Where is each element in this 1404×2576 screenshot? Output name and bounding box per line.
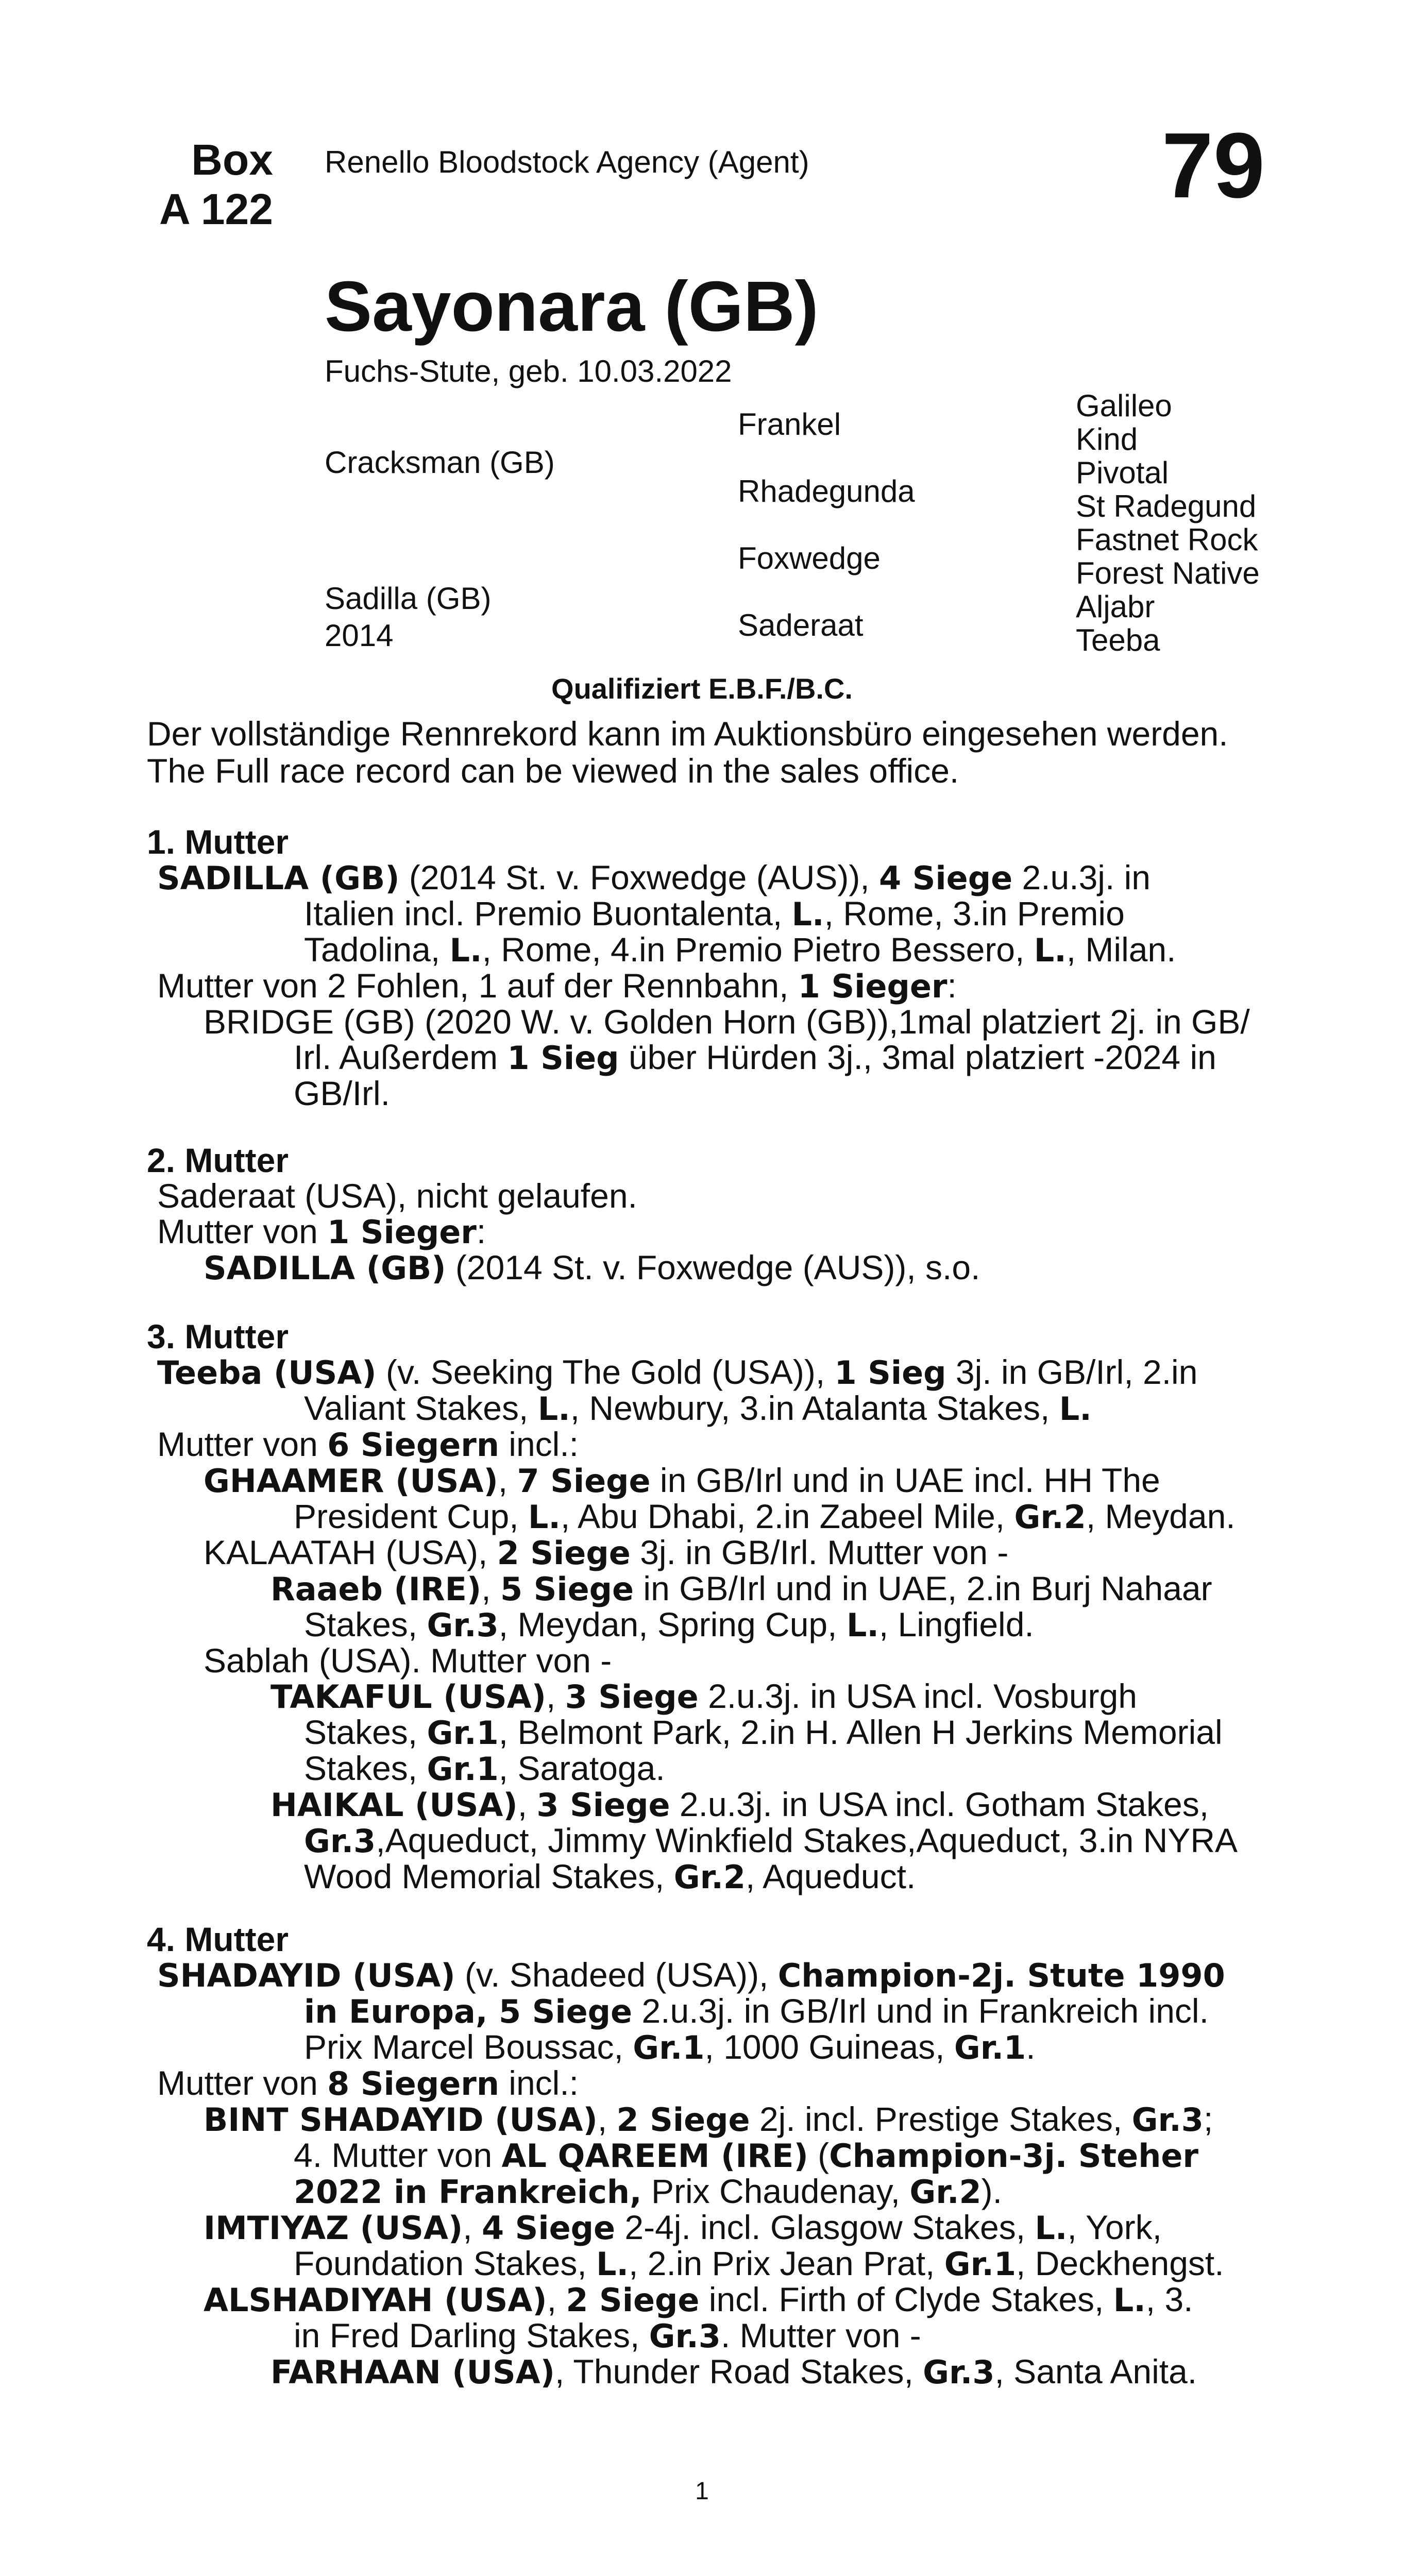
section-fourth-dam: 4. Mutter SHADAYID (USA) (v. Shadeed (USA)), Champion-2j. Stute 1990 in Europa, 5 Siege 2.u.3j. in GB/Irl und in Frankreich incl. Prix Marcel Boussac, Gr.1, 1000 Guineas, Gr.1. Mutter von 8 Siegern incl.: BINT SHADAYID (USA), 2 Siege 2j. incl. Prestige Stakes, Gr.3; 4. Mutter von AL QAREEM (IRE) (Champion-3j. Steher 2022 in Frankreich, Prix Chaudenay, Gr.2). IMTIYAZ (USA), 4 Siege 2-4j. incl. Glasgow Stakes, L., York, Foundation Stakes, L., 2.in Prix Jean Prat, Gr.1, Deckhengst. ALSHADIYAH (USA), 2 Siege incl. Firth of Clyde Stakes, L., 3. in Fred Darling Stakes, Gr.3. Mutter von - FARHAAN (USA), Thunder Road Stakes, Gr.3, Santa Anita. xyxy=(147,1922,1265,2390)
record-note xyxy=(147,715,1228,789)
section-heading: 2. Mutter xyxy=(147,1141,289,1179)
section-third-dam: 3. Mutter Teeba (USA) (v. Seeking The Gold (USA)), 1 Sieg 3j. in GB/Irl, 2.in Valiant Stakes, L., Newbury, 3.in Atalanta Stakes, L. Mutter von 6 Siegern incl.: GHAAMER (USA), 7 Siege in GB/Irl und in UAE incl. HH The President Cup, L., Abu Dhabi, 2.in Zabeel Mile, Gr.2, Meydan. KALAATAH (USA), 2 Siege 3j. in GB/Irl. Mutter von - Raaeb (IRE), 5 Siege in GB/Irl und in UAE, 2.in Burj Nahaar Stakes, Gr.3, Meydan, Spring Cup, L., Lingfield. Sablah (USA). Mutter von - TAKAFUL (USA), 3 Siege 2.u.3j. in USA incl. Vosburgh Stakes, Gr.1, Belmont Park, 2.in H. Allen H Jerkins Memorial Stakes, Gr.1, Saratoga. HAIKAL (USA), 3 Siege 2.u.3j. in USA incl. Gotham Stakes, Gr.3,Aqueduct, Jimmy Winkfield Stakes,Aqueduct, 3.in NYRA Wood Memorial Stakes, Gr.2, Aqueduct. xyxy=(147,1319,1265,1895)
pedigree-dam-dam: Saderaat xyxy=(738,608,864,642)
pedigree-g3-6: Forest Native xyxy=(1076,556,1260,590)
box-label: Box xyxy=(191,135,273,184)
section-second-dam: 2. Mutter Saderaat (USA), nicht gelaufen. Mutter von 1 Sieger: SADILLA (GB) (2014 St. v. Foxwedge (AUS)), s.o. xyxy=(147,1143,1265,1286)
dam-name: SADILLA (GB) xyxy=(157,859,400,897)
horse-description: Fuchs-Stute, geb. 10.03.2022 xyxy=(325,354,732,388)
pedigree-g3-5: Fastnet Rock xyxy=(1076,522,1258,557)
pedigree-sire-sire: Frankel xyxy=(738,407,841,442)
section-heading: 3. Mutter xyxy=(147,1317,289,1355)
record-note-de: Der vollständige Rennrekord kann im Auktionsbüro eingesehen werden. xyxy=(147,715,1228,753)
pedigree-dam-sire: Foxwedge xyxy=(738,541,881,575)
pedigree-g3-7: Aljabr xyxy=(1076,589,1155,624)
record-note-en: The Full race record can be viewed in the sales office. xyxy=(147,752,959,790)
box-number: A 122 xyxy=(159,185,273,233)
pedigree-dam-year: 2014 xyxy=(325,618,394,653)
pedigree-g3-1: Galileo xyxy=(1076,388,1172,423)
qualification: Qualifiziert E.B.F./B.C. xyxy=(551,672,853,705)
produce-summary: Mutter von 2 Fohlen, 1 auf der Rennbahn, 1 Sieger: xyxy=(157,967,957,1005)
lot-number: 79 xyxy=(1161,114,1265,217)
section-heading: 1. Mutter xyxy=(147,823,289,861)
box-info xyxy=(144,135,273,234)
horse-name: Sayonara (GB) xyxy=(325,267,819,346)
pedigree-g3-3: Pivotal xyxy=(1076,455,1169,490)
agent-name: Renello Bloodstock Agency (Agent) xyxy=(325,145,809,179)
dam-entry: SADILLA (GB) (2014 St. v. Foxwedge (AUS)), 4 Siege 2.u.3j. in xyxy=(157,858,1151,897)
pedigree-dam: Sadilla (GB) xyxy=(325,581,492,616)
section-first-dam: 1. Mutter SADILLA (GB) (2014 St. v. Foxwedge (AUS)), 4 Siege 2.u.3j. in Italien incl. Premio Buontalenta, L., Rome, 3.in Premio Tadolina, L., Rome, 4.in Premio Pietro Bessero, L., Milan. Mutter von 2 Fohlen, 1 auf der Rennbahn, 1 Sieger: BRIDGE (GB) (2020 W. v. Golden Horn (GB)),1mal platziert 2j. in GB/ Irl. Außerdem 1 Sieg über Hürden 3j., 3mal platziert -2024 in GB/Irl. xyxy=(147,824,1265,1111)
pedigree-sire-dam: Rhadegunda xyxy=(738,474,915,509)
pedigree-g3-8: Teeba xyxy=(1076,623,1160,657)
pedigree-sire: Cracksman (GB) xyxy=(325,445,555,480)
page-number: 1 xyxy=(695,2478,709,2505)
pedigree-g3-2: Kind xyxy=(1076,422,1138,456)
produce-entry: BRIDGE (GB) (2020 W. v. Golden Horn (GB)),1mal platziert 2j. in GB/ xyxy=(204,1003,1250,1041)
pedigree-g3-4: St Radegund xyxy=(1076,489,1257,523)
section-heading: 4. Mutter xyxy=(147,1920,289,1958)
